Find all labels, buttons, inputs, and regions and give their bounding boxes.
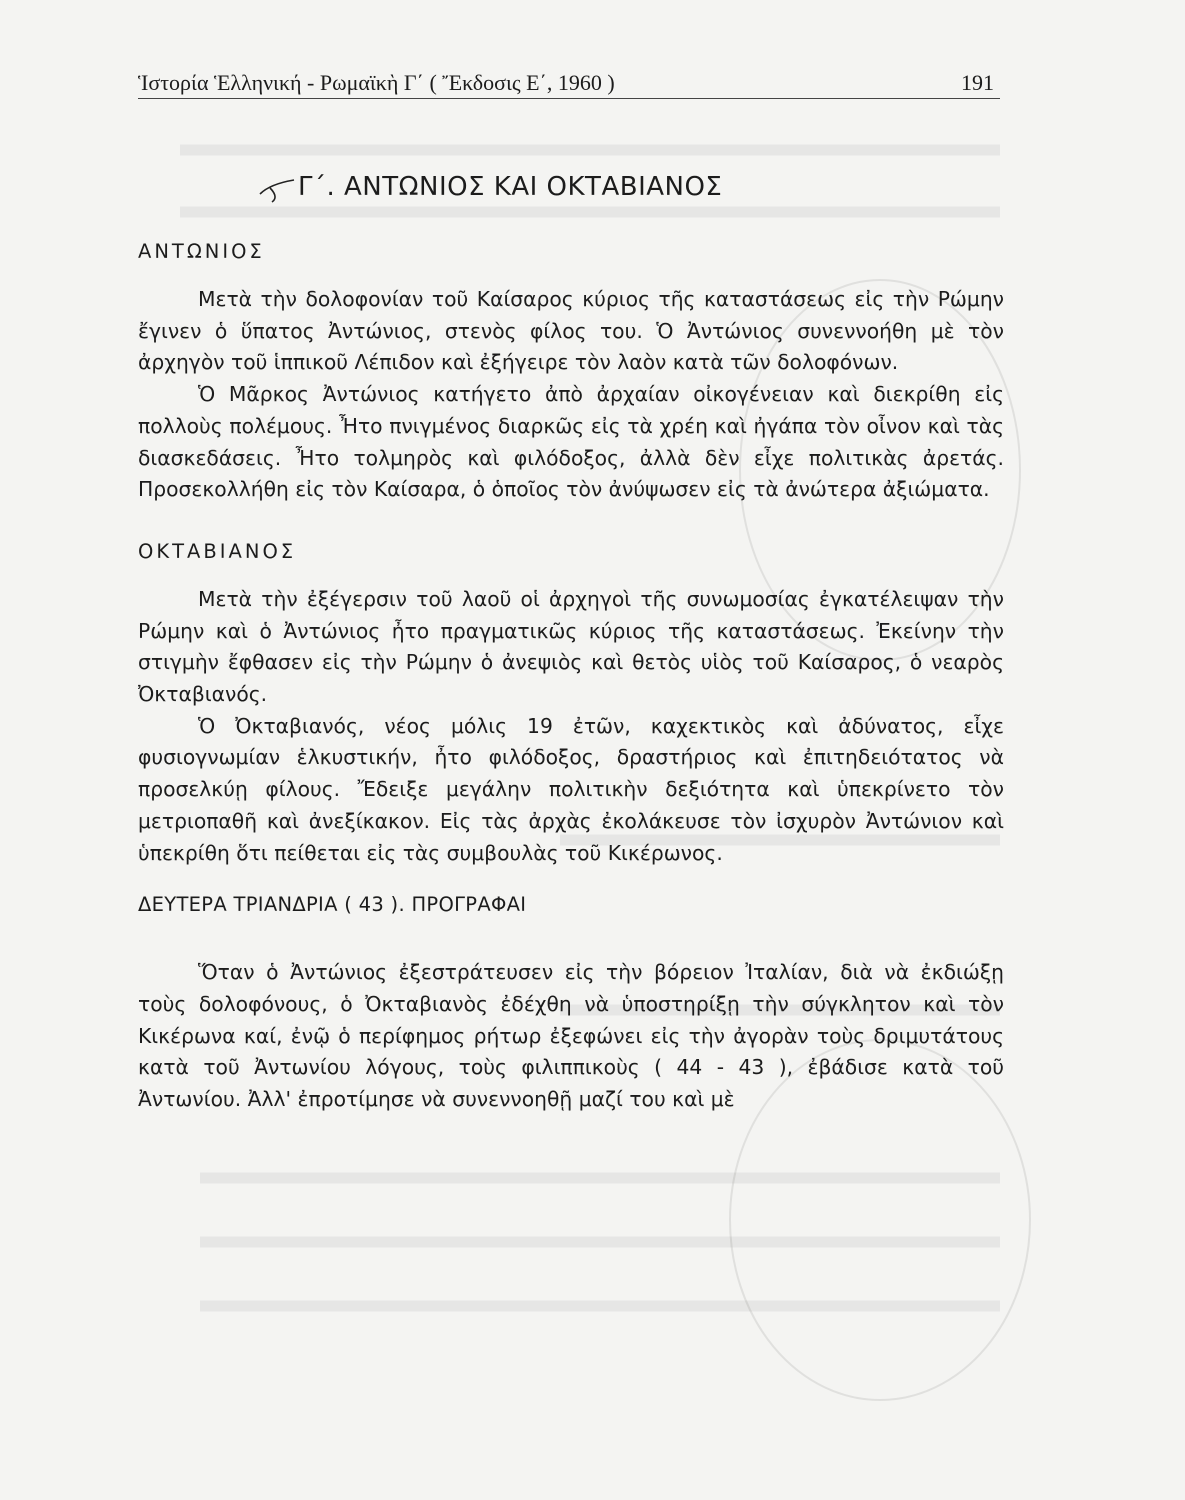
running-header xyxy=(138,68,1000,99)
running-title: Ἱστορία Ἑλληνική - Ρωμαϊκὴ Γ΄ ( Ἔκδοσις Ε΄, 1960 ) xyxy=(138,70,615,95)
handwritten-checkmark-icon xyxy=(258,178,296,204)
section-heading-antonios: ΑΝΤΩΝΙΟΣ xyxy=(138,240,265,263)
paragraph: Ὁ Μᾶρκος Ἀντώνιος κατήγετο ἀπὸ ἀρχαίαν οἰκογένειαν καὶ διεκρίθη εἰς πολλοὺς πολέμους. Ἦτο πνιγμένος διαρκῶς εἰς τὰ χρέη καὶ ἠγάπα τὸν οἶνον καὶ τὰς διασκεδάσεις. Ἦτο τολμηρὸς καὶ φιλόδοξος, ἀλλὰ δὲν εἶχε πολιτικὰς ἀρετάς. Προσεκολλήθη εἰς τὸν Καίσαρα, ὁ ὁποῖος τὸν ἀνύψωσεν εἰς τὰ ἀνώτερα ἀξιώματα. xyxy=(138,382,1004,502)
page-number: 191 xyxy=(961,70,994,95)
paragraph: Μετὰ τὴν δολοφονίαν τοῦ Καίσαρος κύριος τῆς καταστάσεως εἰς τὴν Ρώμην ἔγινεν ὁ ὕπατος Ἀντώνιος, στενὸς φίλος του. Ὁ Ἀντώνιος συνεννοήθη μὲ τὸν ἀρχηγὸν τοῦ ἱππικοῦ Λέπιδον καὶ ἐξήγειρε τὸν λαὸν κατὰ τῶν δολοφόνων. xyxy=(138,287,1004,375)
body-text xyxy=(138,236,1004,1116)
section-heading-oktavianos: ΟΚΤΑΒΙΑΝΟΣ xyxy=(138,539,297,563)
paragraph: Ὁ Ὀκταβιανός, νέος μόλις 19 ἐτῶν, καχεκτικὸς καὶ ἀδύνατος, εἶχε φυσιογνωμίαν ἑλκυστικήν, ἦτο φιλόδοξος, δραστήριος καὶ ἐπιτηδειότατος νὰ προσελκύῃ φίλους. Ἔδειξε μεγάλην πολιτικὴν δεξιότητα καὶ ὑπεκρίνετο τὸν μετριοπαθῆ καὶ ἀνεξίκακον. Εἰς τὰς ἀρχὰς ἐκολάκευσε τὸν ἰσχυρὸν Ἀντώνιον καὶ ὑπεκρίθη ὅτι πείθεται εἰς τὰς συμβουλὰς τοῦ Κικέρωνος. xyxy=(138,713,1004,865)
section-heading-second-triumvirate: ΔΕΥΤΕΡΑ ΤΡΙΑΝΔΡΙΑ ( 43 ). ΠΡΟΓΡΑΦΑΙ xyxy=(138,893,527,917)
chapter-title: Γ΄. ΑΝΤΩΝΙΟΣ ΚΑΙ ΟΚΤΑΒΙΑΝΟΣ xyxy=(298,172,723,202)
paragraph: Ὅταν ὁ Ἀντώνιος ἐξεστράτευσεν εἰς τὴν βόρειον Ἰταλίαν, διὰ νὰ ἐκδιώξῃ τοὺς δολοφόνους, ὁ Ὀκταβιανὸς ἐδέχθη νὰ ὑποστηρίξῃ τὴν σύγκλητον καὶ τὸν Κικέρωνα καί, ἐνῷ ὁ περίφημος ρήτωρ ἐξεφώνει εἰς τὴν ἀγορὰν τοὺς δριμυτάτους κατὰ τοῦ Ἀντωνίου λόγους, τοὺς φιλιππικοὺς ( 44 - 43 ), ἐβάδισε κατὰ τοῦ Ἀντωνίου. Ἀλλ' ἐπροτίμησε νὰ συνεννοηθῇ μαζί του καὶ μὲ xyxy=(138,960,1004,1112)
paragraph: Μετὰ τὴν ἐξέγερσιν τοῦ λαοῦ οἱ ἀρχηγοὶ τῆς συνωμοσίας ἐγκατέλειψαν τὴν Ρώμην καὶ ὁ Ἀντώνιος ἦτο πραγματικῶς κύριος τῆς καταστάσεως. Ἐκείνην τὴν στιγμὴν ἔφθασεν εἰς τὴν Ρώμην ὁ ἀνεψιὸς καὶ θετὸς υἱὸς τοῦ Καίσαρος, ὁ νεαρὸς Ὀκταβιανός. xyxy=(138,586,1004,707)
